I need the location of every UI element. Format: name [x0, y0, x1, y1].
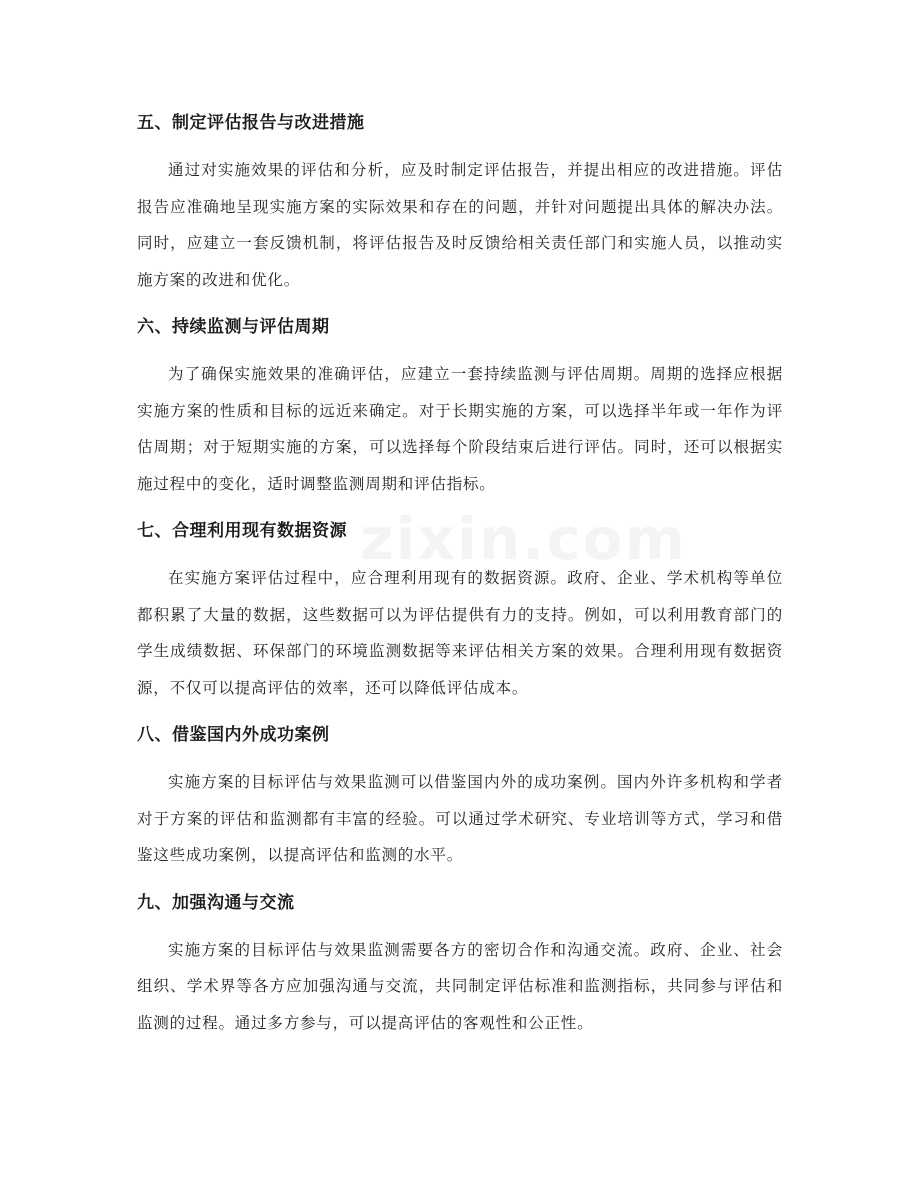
section-paragraph: 在实施方案评估过程中，应合理利用现有的数据资源。政府、企业、学术机构等单位都积累了大量的数据，这些数据可以为评估提供有力的支持。例如，可以利用教育部门的学生成绩数据、环保部门的环境监测数据等来评估相关方案的效果。合理利用现有数据资源，不仅可以提高评估的效率，还可以降低评估成本。 [137, 569, 783, 697]
section-heading: 七、合理利用现有数据资源 [137, 521, 347, 541]
section-paragraph: 实施方案的目标评估与效果监测需要各方的密切合作和沟通交流。政府、企业、社会组织、学术界等各方应加强沟通与交流，共同制定评估标准和监测指标，共同参与评估和监测的过程。通过多方参与，可以提高评估的客观性和公正性。 [137, 940, 783, 1032]
section-5 [137, 106, 783, 298]
section-heading: 五、制定评估报告与改进措施 [137, 113, 365, 133]
section-paragraph: 为了确保实施效果的准确评估，应建立一套持续监测与评估周期。周期的选择应根据实施方案的性质和目标的远近来确定。对于长期实施的方案，可以选择半年或一年作为评估周期；对于短期实施的方案，可以选择每个阶段结束后进行评估。同时，还可以根据实施过程中的变化，适时调整监测周期和评估指标。 [137, 365, 783, 493]
section-heading: 九、加强沟通与交流 [137, 892, 295, 913]
section-7 [137, 514, 783, 706]
section-paragraph: 通过对实施效果的评估和分析，应及时制定评估报告，并提出相应的改进措施。评估报告应准确地呈现实施方案的实际效果和存在的问题，并针对问题提出具体的解决办法。同时，应建立一套反馈机制，将评估报告及时反馈给相关责任部门和实施人员，以推动实施方案的改进和优化。 [137, 161, 783, 289]
section-heading: 八、借鉴国内外成功案例 [137, 725, 330, 745]
document-body [137, 106, 783, 1053]
section-6 [137, 310, 783, 502]
section-9 [137, 886, 783, 1042]
section-8 [137, 718, 783, 874]
section-heading: 六、持续监测与评估周期 [137, 317, 330, 337]
section-paragraph: 实施方案的目标评估与效果监测可以借鉴国内外的成功案例。国内外许多机构和学者对于方案的评估和监测都有丰富的经验。可以通过学术研究、专业培训等方式，学习和借鉴这些成功案例，以提高评估和监测的水平。 [137, 773, 783, 864]
